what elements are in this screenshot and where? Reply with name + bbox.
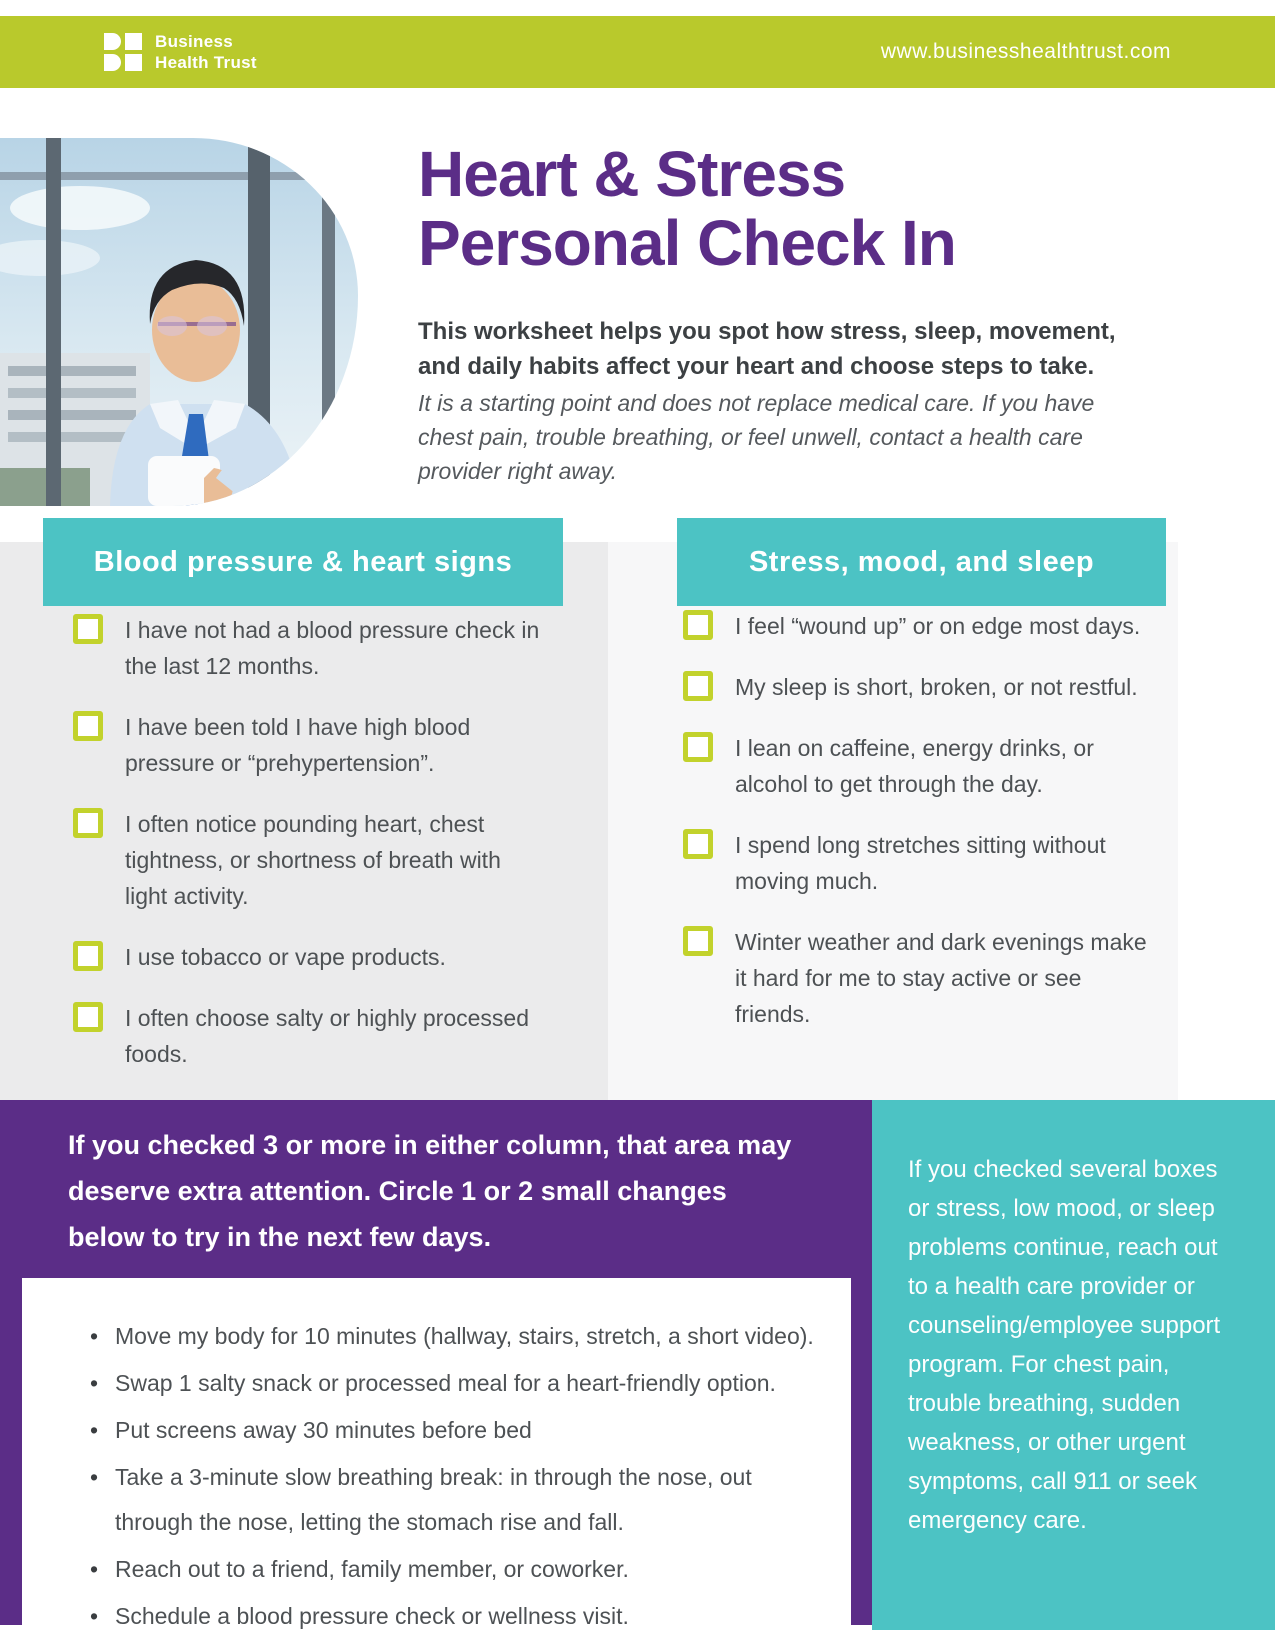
checklist-item-label: I have not had a blood pressure check in the last 12 months. xyxy=(125,617,540,679)
top-header-bar xyxy=(0,16,1275,88)
website-url-link[interactable]: www.businesshealthtrust.com xyxy=(880,40,1171,63)
small-changes-list xyxy=(22,1278,851,1639)
checkbox[interactable] xyxy=(683,610,713,640)
checklist-item-label: I often choose salty or highly processed foods. xyxy=(125,1005,530,1067)
checklist-item xyxy=(683,730,1148,802)
logo-line1: Business xyxy=(155,32,233,51)
stress-mood-sleep-checklist xyxy=(683,608,1148,1057)
small-change-item: • Take a 3-minute slow breathing break: in through the nose, out through the nose, letting the stomach rise and fall. xyxy=(88,1455,817,1545)
small-change-item: • Swap 1 salty snack or processed meal for a heart-friendly option. xyxy=(88,1361,817,1406)
checkbox[interactable] xyxy=(683,732,713,762)
support-text: If you checked several boxes or stress, low mood, or sleep problems continue, reach out to a health care provider or counseling/employee support program. For chest pain, trouble breathing, sudden weakness, or other urgent symptoms, call 911 or seek emergency care. xyxy=(908,1156,1221,1534)
blood-pressure-checklist xyxy=(73,612,548,1097)
checklist-item-label: I often notice pounding heart, chest tightness, or shortness of breath with light activity. xyxy=(125,811,501,909)
action-heading: If you checked 3 or more in either column, that area may deserve extra attention. Circle 1 or 2 small changes below to try in the next few days. xyxy=(68,1130,792,1252)
checkbox[interactable] xyxy=(683,926,713,956)
checklist-item xyxy=(73,612,548,684)
checkbox[interactable] xyxy=(683,829,713,859)
small-change-item: • Move my body for 10 minutes (hallway, stairs, stretch, a short video). xyxy=(88,1314,817,1359)
checklist-item xyxy=(73,939,548,975)
page-title-line2: Personal Check In xyxy=(418,207,956,279)
checklist-item xyxy=(73,806,548,914)
checklist-item xyxy=(73,1000,548,1072)
checklist-item-label: I use tobacco or vape products. xyxy=(125,944,446,970)
left-column-header: Blood pressure & heart signs xyxy=(43,518,563,606)
checkbox[interactable] xyxy=(73,711,103,741)
checklist-item-label: I spend long stretches sitting without moving much. xyxy=(735,832,1106,894)
small-change-item: • Reach out to a friend, family member, or coworker. xyxy=(88,1547,817,1592)
checkbox[interactable] xyxy=(73,614,103,644)
hero-photo xyxy=(0,138,358,506)
disclaimer-text: It is a starting point and does not replace medical care. If you have chest pain, trouble breathing, or feel unwell, contact a health care provider right away. xyxy=(418,390,1095,484)
intro-text: This worksheet helps you spot how stress, sleep, movement, and daily habits affect your heart and choose steps to take. xyxy=(418,318,1116,380)
checklist-item xyxy=(683,827,1148,899)
checklist-item-label: I feel “wound up” or on edge most days. xyxy=(735,613,1141,639)
hero-photo-illustration xyxy=(0,138,358,506)
checklist-item xyxy=(683,608,1148,644)
page-title-line1: Heart & Stress xyxy=(418,138,846,210)
small-change-item: • Put screens away 30 minutes before bed xyxy=(88,1408,817,1453)
checkbox[interactable] xyxy=(73,1002,103,1032)
small-change-item: • Schedule a blood pressure check or wellness visit. xyxy=(88,1594,817,1639)
checklist-item-label: I lean on caffeine, energy drinks, or alcohol to get through the day. xyxy=(735,735,1094,797)
support-sidebar xyxy=(872,1100,1275,1630)
checklist-item xyxy=(73,709,548,781)
checklist-item-label: I have been told I have high blood pressure or “prehypertension”. xyxy=(125,714,471,776)
checklist-item xyxy=(683,669,1148,705)
checkbox[interactable] xyxy=(73,941,103,971)
checklist-item-label: My sleep is short, broken, or not restful. xyxy=(735,674,1138,700)
right-column-header: Stress, mood, and sleep xyxy=(677,518,1166,606)
checkbox[interactable] xyxy=(683,671,713,701)
logo-wordmark xyxy=(155,31,257,73)
logo-line2: Health Trust xyxy=(155,53,257,72)
checkbox[interactable] xyxy=(73,808,103,838)
logo-blocks-icon xyxy=(104,33,142,71)
checklist-item-label: Winter weather and dark evenings make it hard for me to stay active or see friends. xyxy=(735,929,1147,1027)
small-changes-box xyxy=(22,1278,851,1629)
page-title xyxy=(418,140,1138,278)
checklist-item xyxy=(683,924,1148,1032)
business-health-trust-logo xyxy=(104,31,257,73)
